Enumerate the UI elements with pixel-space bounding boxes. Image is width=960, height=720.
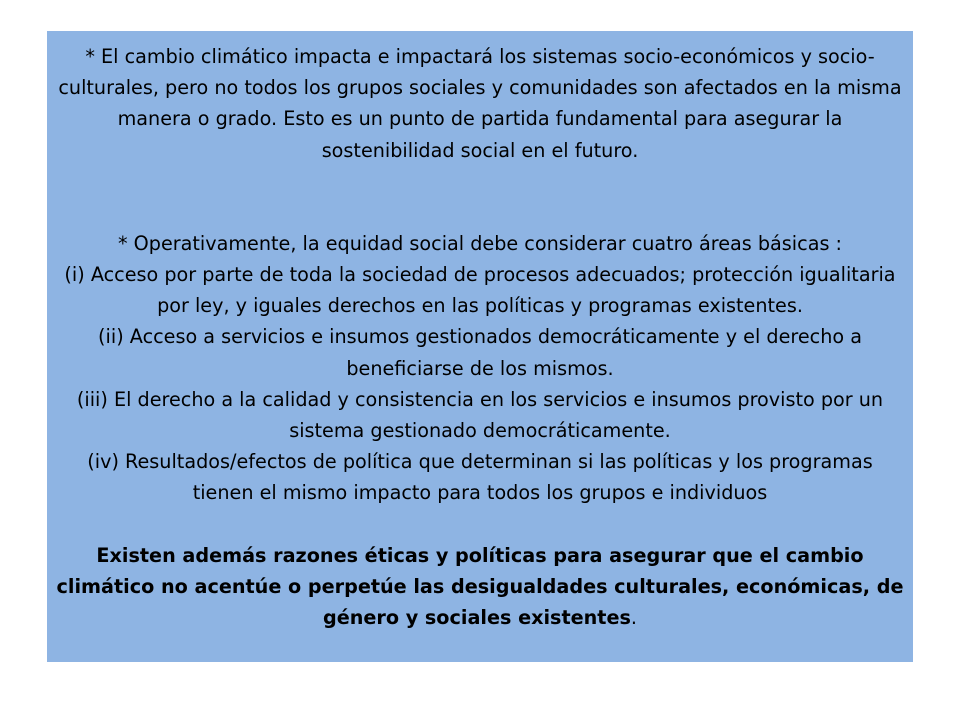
area-item-i: (i) Acceso por parte de toda la sociedad de procesos adecuados; protección igualitaria por ley, y iguales derechos en las políticas y programas existentes. bbox=[64, 263, 896, 318]
spacer bbox=[55, 166, 905, 228]
paragraph-climate-impact: * El cambio climático impacta e impactará los sistemas socio-económicos y socio-culturales, pero no todos los grupos sociales y comunidades son afectados en la misma manera o grado. Esto es un punto de partida fundamental para asegurar la sostenibilidad social en el futuro. bbox=[58, 45, 902, 162]
spacer bbox=[55, 509, 905, 540]
conclusion-period: . bbox=[630, 606, 638, 630]
conclusion-bold-text: Existen además razones éticas y políticas para asegurar que el cambio climático no acentúe o perpetúe las desigualdades culturales, económicas, de género y sociales existentes bbox=[56, 543, 904, 630]
paragraph-areas-intro: * Operativamente, la equidad social debe considerar cuatro áreas básicas : bbox=[117, 231, 843, 255]
area-item-iii: (iii) El derecho a la calidad y consistencia en los servicios e insumos provisto por un sistema gestionado democráticamente. bbox=[76, 387, 884, 443]
area-item-ii: (ii) Acceso a servicios e insumos gestionados democráticamente y el derecho a beneficiarse de los mismos. bbox=[98, 325, 862, 380]
area-item-iv: (iv) Resultados/efectos de política que determinan si las políticas y los programas tienen el mismo impacto para todos los grupos e individuos bbox=[87, 450, 873, 505]
text-panel bbox=[47, 31, 913, 662]
paragraph-conclusion bbox=[55, 540, 905, 634]
